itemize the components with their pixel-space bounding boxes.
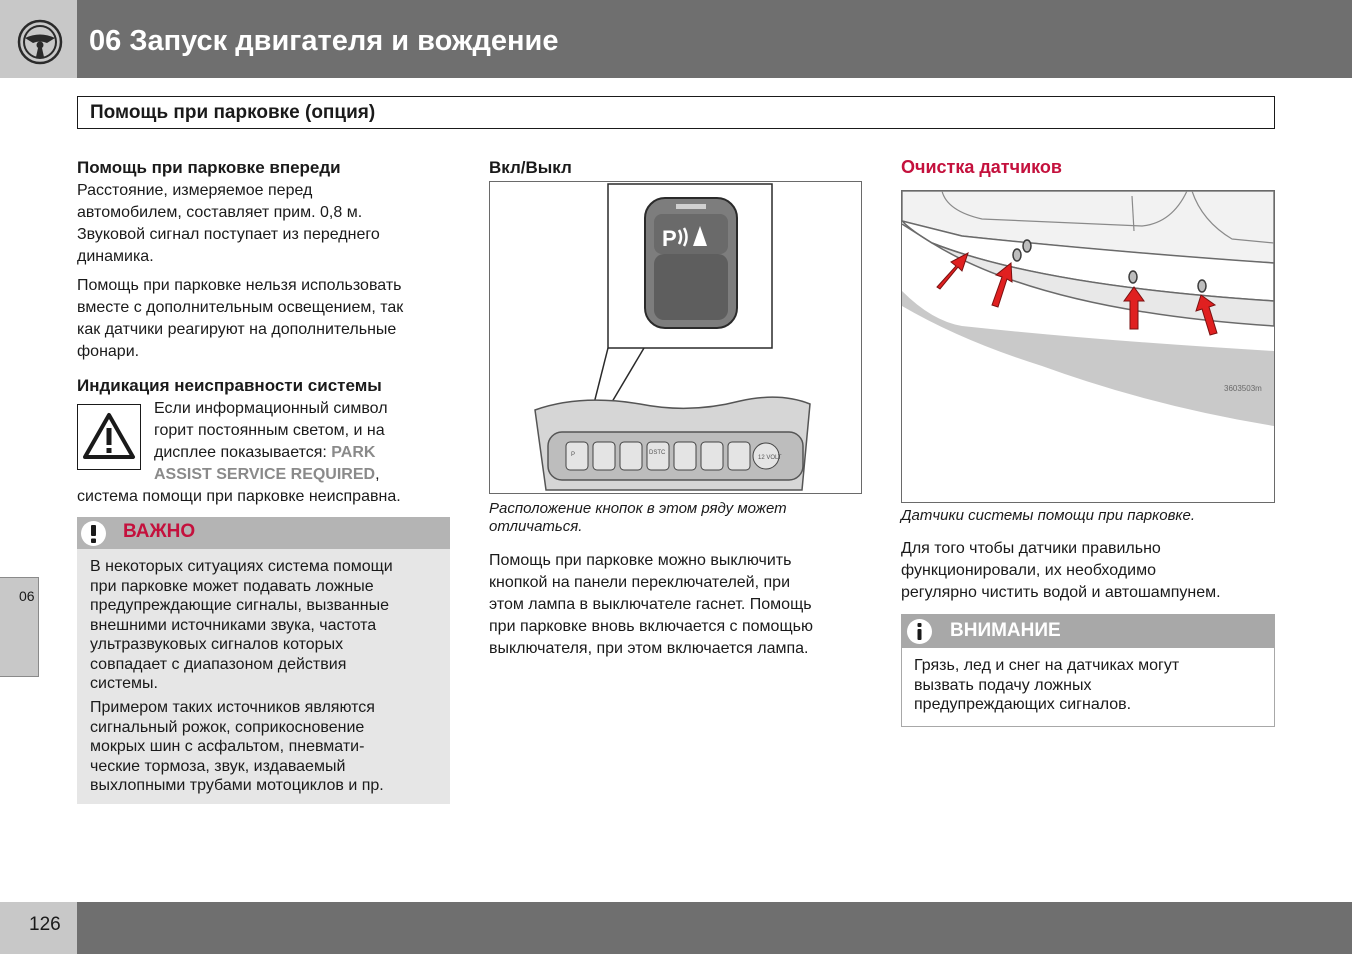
- text-line: вместе с дополнительным освещением, так: [77, 299, 404, 316]
- text-line: внешними источниками звука, частота: [90, 616, 377, 634]
- text-line: горит постоянным светом, и на: [154, 422, 385, 439]
- on-off-text: [489, 550, 863, 660]
- header-bar: [77, 0, 1352, 78]
- button-label-12v: 12 VOLT: [758, 455, 782, 461]
- text-line: Помощь при парковке можно выключить: [489, 552, 792, 569]
- text-line: ческие тормоза, звук, издаваемый: [90, 757, 346, 775]
- switch-panel-illustration: [490, 182, 861, 493]
- note-text: [914, 656, 1269, 715]
- button-label-dstc: DSTC: [649, 450, 666, 456]
- svg-text:P: P: [662, 226, 677, 251]
- important-box: [77, 517, 450, 804]
- sensor-figure: [901, 190, 1275, 503]
- page-number: 126: [29, 914, 61, 935]
- text-line: Грязь, лед и снег на датчиках могут: [914, 657, 1180, 674]
- important-header: [77, 517, 450, 549]
- important-title: ВАЖНО: [123, 521, 196, 542]
- chapter-side-tab-label: 06: [19, 588, 35, 604]
- text-line: [154, 442, 450, 464]
- text-line: Если информационный символ: [154, 400, 388, 417]
- text-line: выключателя, при этом включается лампа.: [489, 640, 809, 657]
- text-line: ультразвуковых сигналов которых: [90, 636, 344, 653]
- steering-wheel-icon: [17, 19, 63, 65]
- text-line: Расположение кнопок в этом ряду может: [489, 500, 787, 517]
- display-message-part2: ASSIST SERVICE REQUIRED: [154, 466, 376, 483]
- text-line: сигнальный рожок, соприкосновение: [90, 718, 365, 736]
- text-line: Для того чтобы датчики правильно: [901, 540, 1161, 557]
- comma: ,: [375, 466, 380, 483]
- important-para-2: [90, 698, 446, 796]
- sensor-cleaning-heading: Очистка датчиков: [901, 157, 1062, 177]
- info-icon: [906, 618, 933, 645]
- text-line: динамика.: [77, 248, 154, 265]
- display-message-part1: PARK: [331, 444, 376, 461]
- chapter-title: 06 Запуск двигателя и вождение: [89, 25, 559, 57]
- sensor-figure-caption: Датчики системы помощи при парковке.: [901, 507, 1195, 524]
- text-line: совпадает с диапазоном действия: [90, 655, 347, 673]
- text-line: кнопкой на панели переключателей, при: [489, 574, 791, 591]
- fault-heading: Индикация неисправности системы: [77, 376, 382, 395]
- text-line: Расстояние, измеряемое перед: [77, 182, 313, 199]
- on-off-heading: Вкл/Выкл: [489, 158, 572, 177]
- text-line: В некоторых ситуациях система помощи: [90, 558, 393, 575]
- text-line: предупреждающих сигналов.: [914, 696, 1132, 713]
- section-title: Помощь при парковке (опция): [90, 102, 376, 123]
- switch-figure-caption: [489, 500, 861, 536]
- fault-text: [154, 398, 450, 486]
- text-line: предупреждающие сигналы, вызванные: [90, 597, 389, 614]
- figure-code: 3603503m: [1224, 384, 1262, 393]
- text-line: Звуковой сигнал поступает из переднего: [77, 226, 380, 243]
- important-para-1: [90, 557, 446, 694]
- text-line: при парковке вновь включается с помощью: [489, 618, 813, 635]
- warning-triangle-icon: [77, 404, 141, 470]
- section-title-box: [77, 96, 1275, 129]
- extra-lights-text: [77, 275, 449, 363]
- text-line: этом лампа в выключателе гаснет. Помощь: [489, 596, 812, 613]
- front-assist-heading: Помощь при парковке впереди: [77, 158, 341, 177]
- bumper-sensors-illustration: [902, 191, 1274, 502]
- text-line: фонари.: [77, 343, 140, 360]
- note-title: ВНИМАНИЕ: [950, 620, 1061, 641]
- sensor-cleaning-text: [901, 538, 1275, 604]
- text-line: регулярно чистить водой и автошампунем.: [901, 584, 1221, 601]
- text-line: Примером таких источников являются: [90, 699, 375, 716]
- footer-bar: [77, 902, 1352, 954]
- chapter-side-tab[interactable]: [0, 577, 39, 677]
- text-line: автомобилем, составляет прим. 0,8 м.: [77, 204, 363, 221]
- text-line: как датчики реагируют на дополнительные: [77, 321, 397, 338]
- note-box: [901, 614, 1275, 727]
- text-line: выхлопными трубами мотоциклов и пр.: [90, 777, 384, 794]
- note-header: [902, 615, 1274, 648]
- front-assist-text: [77, 180, 449, 268]
- header-logo-box: [0, 0, 77, 78]
- fault-tail: система помощи при парковке неисправна.: [77, 488, 401, 505]
- text-line: системы.: [90, 675, 158, 692]
- text-line: мокрых шин с асфальтом, пневмати-: [90, 738, 365, 755]
- button-label-p: P: [571, 452, 576, 458]
- text-line: функционировали, их необходимо: [901, 562, 1156, 579]
- text-line: при парковке может подавать ложные: [90, 577, 374, 595]
- exclamation-icon: [80, 520, 107, 547]
- text-line: отличаться.: [489, 518, 583, 535]
- text-line: Помощь при парковке нельзя использовать: [77, 277, 402, 294]
- text-line: вызвать подачу ложных: [914, 676, 1092, 694]
- switch-panel-figure: [489, 181, 862, 494]
- text-line: [154, 464, 450, 486]
- text-line-start: дисплее показывается:: [154, 444, 332, 461]
- footer-page-box: [0, 902, 77, 954]
